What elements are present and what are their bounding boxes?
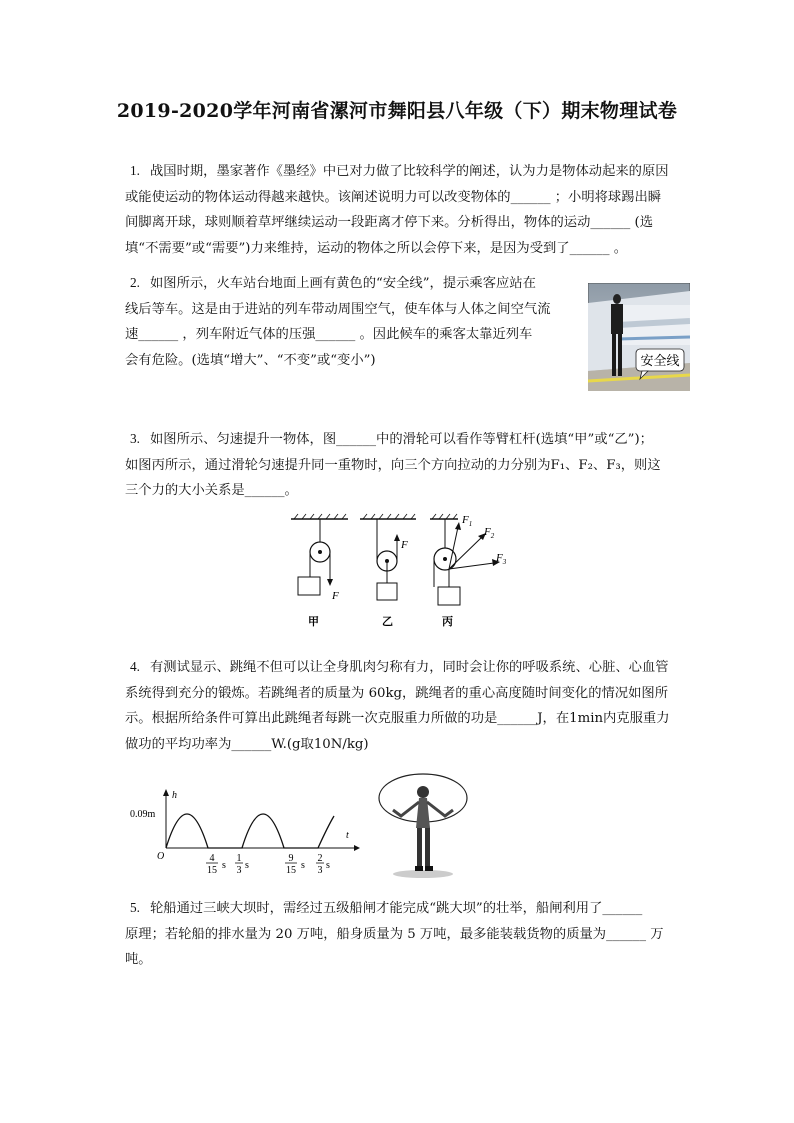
movable-pulley-diagram [360, 514, 416, 628]
question-line: 三个力的大小关系是______。 [125, 483, 298, 499]
svg-text:1: 1 [236, 853, 242, 864]
question-line: 战国时期，墨家著作《墨经》中已对力做了比较科学的阐述，认为力是物体动起来的原因 [149, 164, 669, 179]
question-line: 原理；若轮船的排水量为 20 万吨，船身质量为 5 万吨，最多能装载货物的质量为______ 万 [125, 926, 664, 942]
question-line: 间脚离开球，球则顺着草坪继续运动一段距离才停下来。分析得出，物体的运动______ (选 [125, 215, 653, 231]
question-line: 如图所示，火车站台地面上画有黄色的“安全线”，提示乘客应站在 [149, 276, 536, 291]
question-line: 或能使运动的物体运动得越来越快。该阐述说明力可以改变物体的______ ；小明将球踢出瞬 [125, 189, 662, 205]
svg-text:15: 15 [286, 865, 296, 876]
question-line: 速______ ，列车附近气体的压强______ 。因此候车的乘客太靠近列车 [125, 327, 533, 343]
height-time-graph [128, 786, 364, 882]
svg-text:3: 3 [236, 865, 242, 876]
question-number: 1. [130, 163, 140, 178]
tick-9-15 [285, 853, 305, 876]
train-platform-figure [588, 283, 690, 395]
question-line: 线后等车。这是由于进站的列车带动周围空气，使车体与人体之间空气流 [125, 301, 551, 317]
question-line: 有测试显示、跳绳不但可以让全身肌肉匀称有力，同时会让你的呼吸系统、心脏、心血管 [149, 660, 669, 675]
tick-1-3 [235, 853, 249, 876]
question-line: 填“不需要”或“需要”)力来维持，运动的物体之所以会停下来，是因为受到了______ 。 [125, 240, 627, 256]
question-5 [125, 895, 700, 973]
x-axis-label: t [346, 830, 349, 841]
question-line: 示。根据所给条件可算出此跳绳者每跳一次克服重力所做的功是______J，在1min内克服重力 [125, 711, 670, 727]
force-f2-label: $F_2$ [484, 526, 495, 540]
diagram-label-bing: 丙 [442, 616, 453, 628]
question-3 [125, 426, 710, 504]
svg-text:4: 4 [209, 853, 215, 864]
svg-text:2: 2 [317, 853, 323, 864]
jump-rope-figure [375, 772, 473, 886]
max-height-label: 0.09m [130, 809, 156, 820]
force-f3-label: $F_3$ [496, 552, 507, 566]
force-label: F [401, 539, 408, 551]
tick-4-15 [206, 853, 226, 876]
question-number: 4. [130, 659, 140, 674]
question-line: 系统得到充分的锻炼。若跳绳者的质量为 60kg，跳绳者的重心高度随时间变化的情况如图所 [125, 685, 668, 701]
question-line: 会有危险。(选填“增大”、“不变”或“变小”) [125, 352, 376, 368]
three-force-pulley-diagram [430, 514, 507, 628]
page-title: 2019-2020学年河南省漯河市舞阳县八年级（下）期末物理试卷 [116, 100, 678, 122]
svg-text:9: 9 [288, 853, 294, 864]
question-line: 如图丙所示，通过滑轮匀速提升同一重物时，向三个方向拉动的力分别为F₁、F₂、F₃，则这 [125, 457, 661, 473]
force-f1-label: $F_1$ [462, 514, 473, 528]
question-line: 做功的平均功率为______W.(g取10N/kg) [125, 736, 369, 752]
svg-text:3: 3 [317, 865, 323, 876]
svg-text:15: 15 [207, 865, 217, 876]
question-line: 轮船通过三峡大坝时，需经过五级船闸才能完成“跳大坝”的壮举，船闸利用了______ [149, 901, 643, 916]
force-label: F [332, 590, 339, 602]
y-axis-label: h [172, 790, 177, 801]
question-number: 2. [130, 275, 140, 290]
question-line: 如图所示、匀速提升一物体，图______中的滑轮可以看作等臂杠杆(选填“甲”或“乙”)； [149, 432, 653, 447]
safety-line-label: 安全线 [640, 353, 680, 368]
question-1 [125, 158, 690, 261]
tick-2-3 [316, 853, 330, 876]
diagram-label-jia: 甲 [308, 616, 319, 628]
svg-text:s: s [222, 860, 226, 871]
question-number: 3. [130, 431, 140, 446]
question-4 [125, 654, 710, 757]
question-number: 5. [130, 900, 140, 915]
fixed-pulley-diagram [291, 514, 348, 628]
svg-text:s: s [301, 860, 305, 871]
question-line: 吨。 [125, 952, 152, 968]
svg-text:s: s [326, 860, 330, 871]
question-2 [125, 270, 580, 373]
pulley-figure [286, 513, 516, 635]
svg-text:s: s [245, 860, 249, 871]
origin-label: O [157, 851, 165, 862]
diagram-label-yi: 乙 [382, 616, 393, 628]
